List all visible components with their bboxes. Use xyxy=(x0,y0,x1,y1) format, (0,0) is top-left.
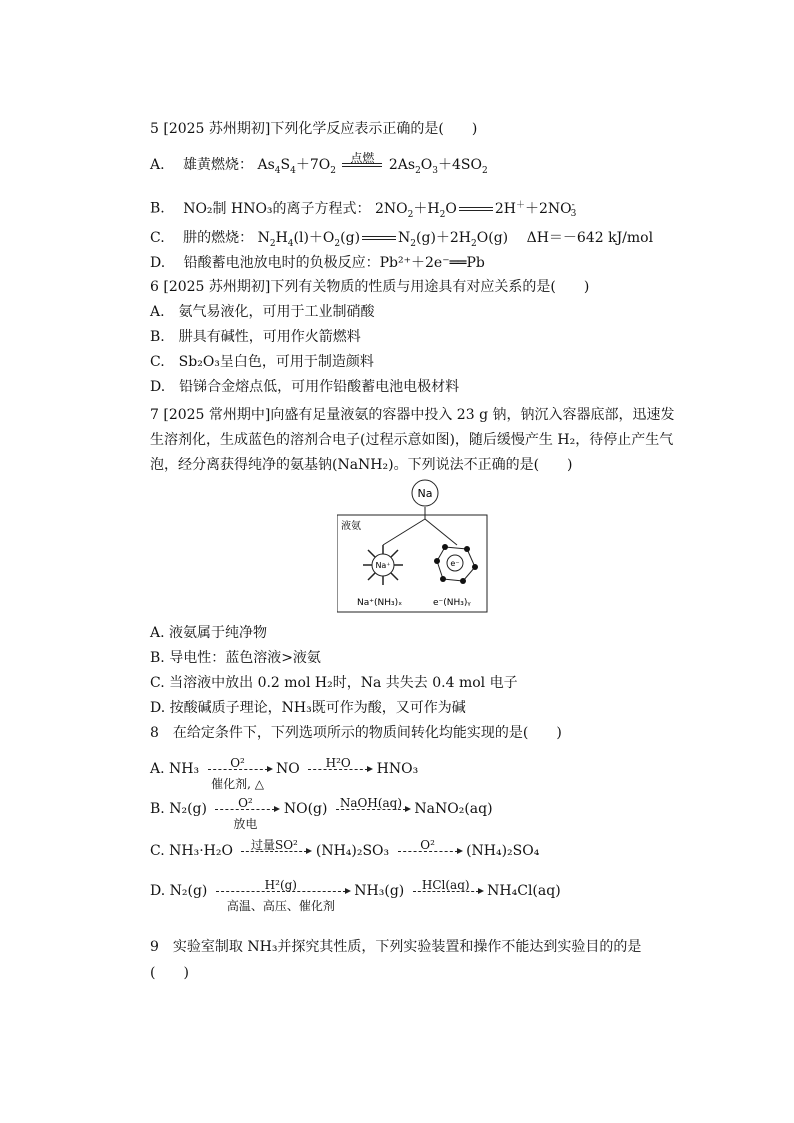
sodium-circle xyxy=(410,478,440,508)
q7-option-a: A. 液氨属于纯净物 xyxy=(150,625,268,641)
q8-stem: 8 在给定条件下，下列选项所示的物质间转化均能实现的是( ) xyxy=(150,725,562,741)
option-label: A. xyxy=(150,157,165,173)
option-label: D. xyxy=(150,255,166,271)
formula: $As_4S_4+7O_2$ xyxy=(257,157,336,176)
solvation-diagram xyxy=(337,505,489,615)
q6-option-c: C. Sb₂O₃呈白色，可用于制造颜料 xyxy=(150,354,374,370)
q5-stem: 5 [2025 苏州期初]下列化学反应表示正确的是( ) xyxy=(150,121,478,137)
svg-text:e⁻: e⁻ xyxy=(450,559,460,568)
formula: $2As_2O_3+4SO_2$ xyxy=(388,157,488,176)
q6-option-b: B. 肼具有碱性，可用作火箭燃料 xyxy=(150,329,361,345)
q8-option-a: A. NH₃ O² 催化剂, △ NO H²O HNO₃ xyxy=(150,755,419,791)
svg-text:Na⁺: Na⁺ xyxy=(375,561,391,570)
q6-option-a: A. 氨气易液化，可用于工业制硝酸 xyxy=(150,304,375,320)
q9-stem: 9 实验室制取 NH₃并探究其性质，下列实验装置和操作不能达到实验目的的是 ( ) xyxy=(150,939,642,981)
option-label: C. xyxy=(150,230,165,246)
q7-option-b: B. 导电性：蓝色溶液>液氨 xyxy=(150,650,321,666)
option-label: B. xyxy=(150,200,165,217)
formula: $2NO_2+H_2O$ $2H^++2NO^-_3$ xyxy=(375,200,577,220)
right-caption: e⁻(NH₃)ᵧ xyxy=(433,598,471,608)
q6-stem: 6 [2025 苏州期初]下列有关物质的性质与用途具有对应关系的是( ) xyxy=(150,279,590,295)
q5-option-a xyxy=(150,151,488,180)
box-label: 液氨 xyxy=(341,521,361,532)
q7-option-d: D. 按酸碱质子理论，NH₃既可作为酸，又可作为碱 xyxy=(150,700,466,716)
q5-option-c xyxy=(150,229,653,253)
q8-option-c: C. NH₃·H₂O 过量SO² (NH₄)₂SO₃ O² (NH₄)₂SO₄ xyxy=(150,837,540,859)
na-ion-cluster xyxy=(363,545,403,585)
q5-option-b xyxy=(150,196,576,223)
q5-option-d xyxy=(150,254,485,272)
formula: $N_2H_4(l)+O_2(g)$ $N_2(g)+2H_2O(g)$ xyxy=(257,230,509,249)
enthalpy: ΔH＝－642 kJ/mol xyxy=(526,230,654,246)
option-text: 雄黄燃烧： xyxy=(183,157,254,173)
condition-label: 点燃 xyxy=(350,151,375,165)
q7-option-c: C. 当溶液中放出 0.2 mol H₂时，Na 共失去 0.4 mol 电子 xyxy=(150,675,518,691)
q8-option-b: B. N₂(g) O² 放电 NO(g) NaOH(aq) NaNO₂(aq) xyxy=(150,795,493,831)
left-caption: Na⁺(NH₃)ₓ xyxy=(357,598,403,608)
q8-option-d: D. N₂(g) H²(g) 高温、高压、催化剂 NH₃(g) HCl(aq) NH₄Cl(aq) xyxy=(150,877,561,913)
svg-text:Na: Na xyxy=(417,487,433,500)
q7-stem: 7 [2025 常州期中]向盛有足量液氨的容器中投入 23 g 钠，钠沉入容器底部，迅速发生溶剂化，生成蓝色的溶剂合电子(过程示意如图)，随后缓慢产生 H₂，待停止产生气泡，经分离获得纯净的氨基钠(NaNH₂)。下列说法不正确的是( ) xyxy=(150,407,675,473)
formula: Pb²⁺＋2e⁻══Pb xyxy=(379,255,485,271)
option-text: 铅酸蓄电池放电时的负极反应： xyxy=(183,255,380,271)
option-text: 肼的燃烧： xyxy=(183,230,254,246)
q6-option-d: D. 铅锑合金熔点低，可用作铅酸蓄电池电极材料 xyxy=(150,379,460,395)
option-text: NO₂制 HNO₃的离子方程式： xyxy=(183,200,371,217)
